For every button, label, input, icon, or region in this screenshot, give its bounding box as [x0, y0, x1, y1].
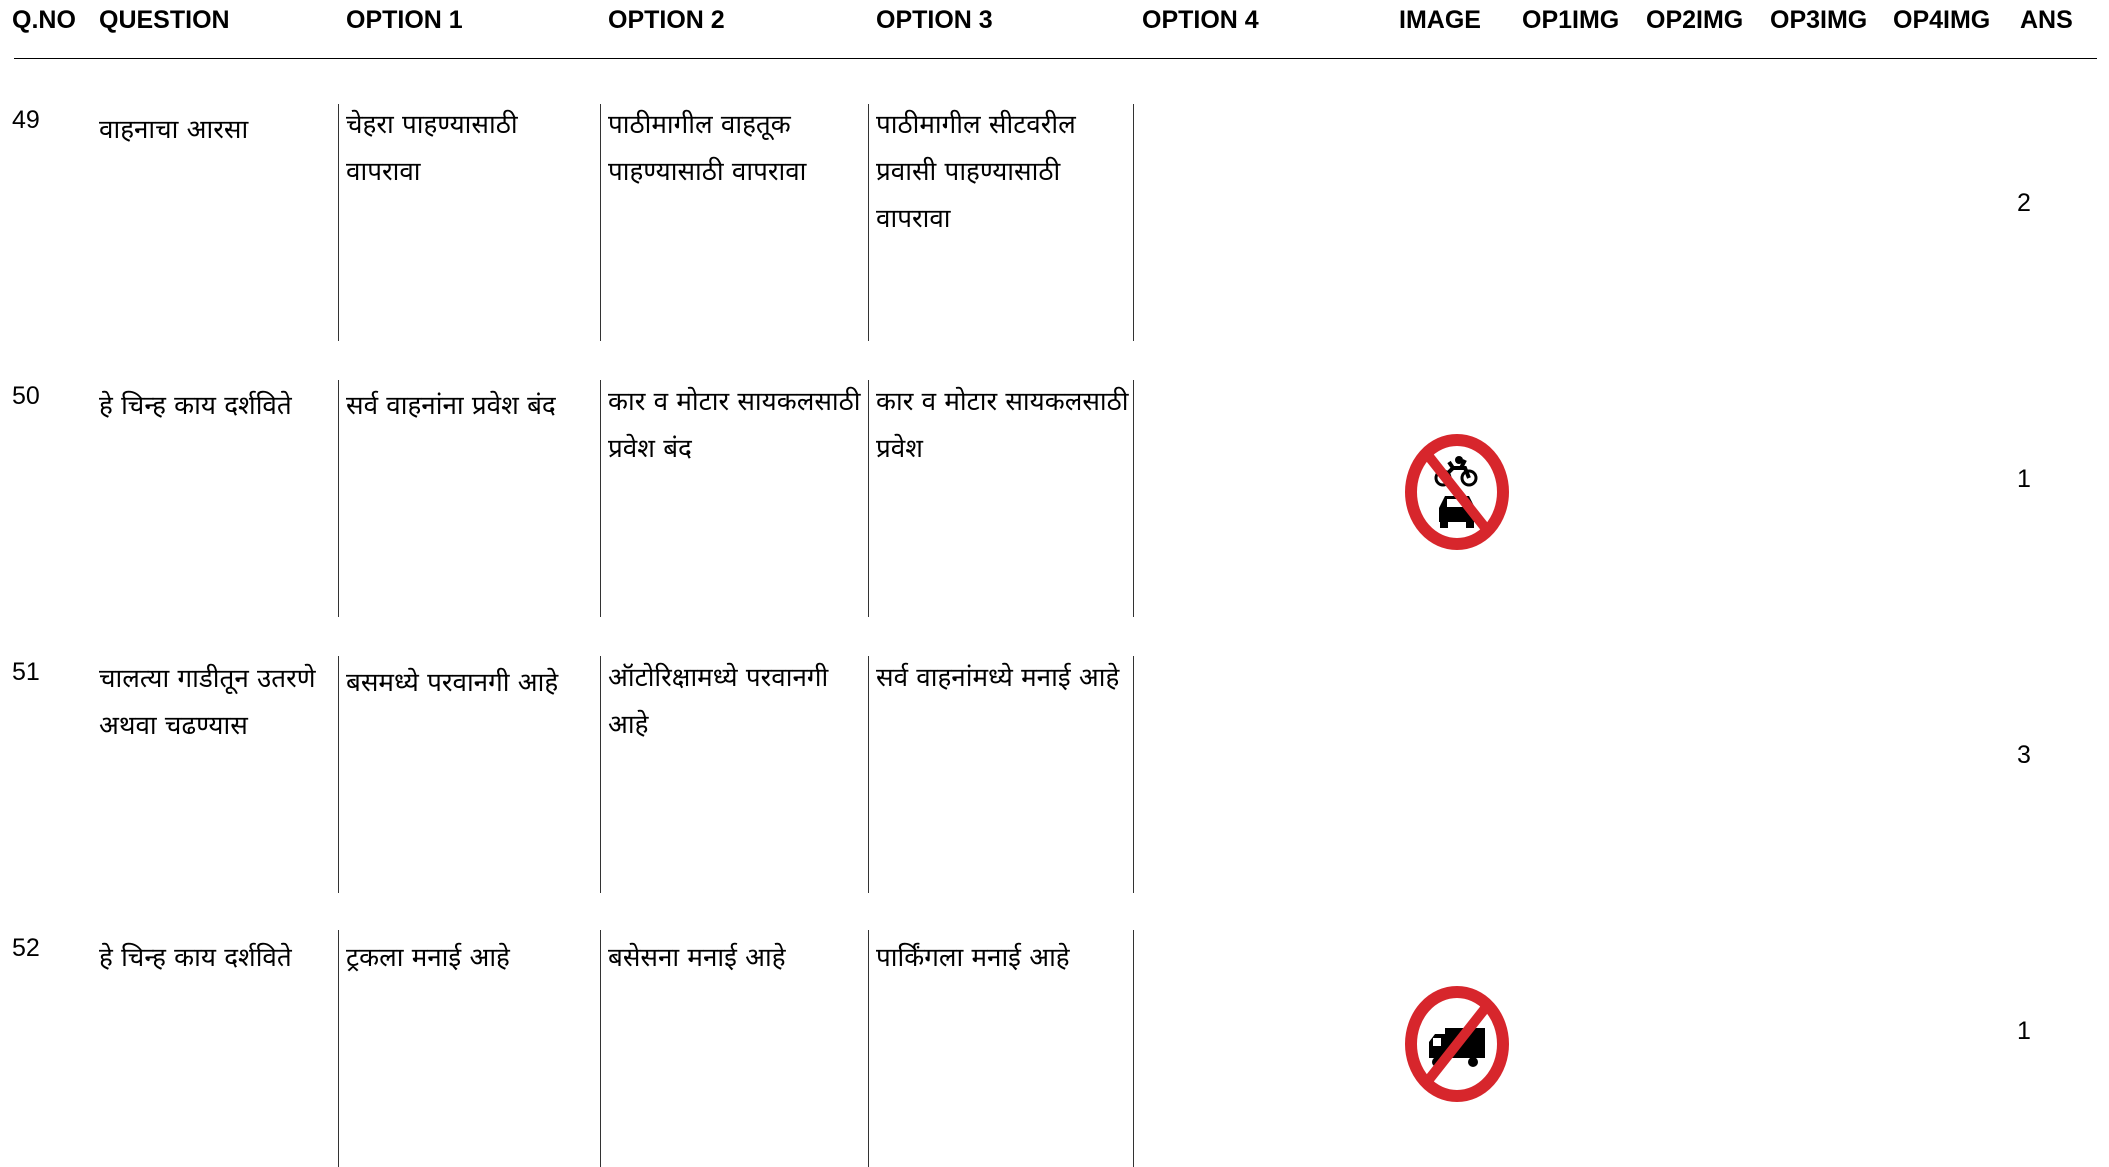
row-option-1: चेहरा पाहण्यासाठी वापरावा — [346, 110, 518, 187]
cell-border — [1133, 656, 1134, 893]
header-op1img: OP1IMG — [1522, 6, 1620, 34]
header-option-1: OPTION 1 — [346, 6, 463, 34]
row-option-1: ट्रकला मनाई आहे — [346, 943, 510, 973]
header-ans: ANS — [2020, 6, 2073, 34]
cell-border — [338, 104, 339, 341]
header-option-2: OPTION 2 — [608, 6, 725, 34]
row-answer: 3 — [2017, 741, 2031, 769]
row-question: वाहनाचा आरसा — [99, 115, 249, 145]
row-option-1: सर्व वाहनांना प्रवेश बंद — [346, 391, 556, 421]
cell-border — [1133, 930, 1134, 1167]
row-qno: 49 — [12, 106, 40, 134]
row-question: हे चिन्ह काय दर्शविते — [99, 943, 292, 973]
no-truck-sign-icon — [1403, 982, 1511, 1106]
cell-border — [338, 930, 339, 1167]
header-op4img: OP4IMG — [1893, 6, 1991, 34]
header-option-4: OPTION 4 — [1142, 6, 1259, 34]
row-qno: 51 — [12, 658, 40, 686]
cell-border — [868, 380, 869, 617]
cell-border — [600, 380, 601, 617]
cell-border — [1133, 380, 1134, 617]
cell-border — [868, 930, 869, 1167]
header-qno: Q.NO — [12, 6, 76, 34]
row-option-1: बसमध्ये परवानगी आहे — [346, 668, 559, 698]
row-option-2: बसेसना मनाई आहे — [608, 943, 786, 973]
no-car-motorcycle-sign-icon — [1403, 430, 1511, 554]
row-answer: 1 — [2017, 1017, 2031, 1045]
row-option-3: पार्किंगला मनाई आहे — [876, 943, 1070, 973]
cell-border — [338, 656, 339, 893]
row-qno: 50 — [12, 382, 40, 410]
header-divider — [14, 58, 2097, 59]
cell-border — [600, 656, 601, 893]
header-option-3: OPTION 3 — [876, 6, 993, 34]
row-option-3: सर्व वाहनांमध्ये मनाई आहे — [876, 663, 1120, 693]
row-option-3: कार व मोटार सायकलसाठी प्रवेश — [876, 387, 1129, 464]
cell-border — [1133, 104, 1134, 341]
header-image: IMAGE — [1399, 6, 1481, 34]
cell-border — [868, 656, 869, 893]
row-option-2: ऑटोरिक्षामध्ये परवानगी आहे — [608, 663, 829, 740]
row-option-2: पाठीमागील वाहतूक पाहण्यासाठी वापरावा — [608, 110, 807, 187]
cell-border — [338, 380, 339, 617]
cell-border — [868, 104, 869, 341]
row-answer: 1 — [2017, 465, 2031, 493]
row-option-3: पाठीमागील सीटवरील प्रवासी पाहण्यासाठी वापरावा — [876, 110, 1076, 234]
row-question: चालत्या गाडीतून उतरणे अथवा चढण्यास — [99, 664, 316, 741]
cell-border — [600, 104, 601, 341]
row-qno: 52 — [12, 934, 40, 962]
row-question: हे चिन्ह काय दर्शविते — [99, 391, 292, 421]
header-question: QUESTION — [99, 6, 230, 34]
cell-border — [600, 930, 601, 1167]
header-op3img: OP3IMG — [1770, 6, 1868, 34]
header-op2img: OP2IMG — [1646, 6, 1744, 34]
row-option-2: कार व मोटार सायकलसाठी प्रवेश बंद — [608, 387, 861, 464]
row-answer: 2 — [2017, 189, 2031, 217]
